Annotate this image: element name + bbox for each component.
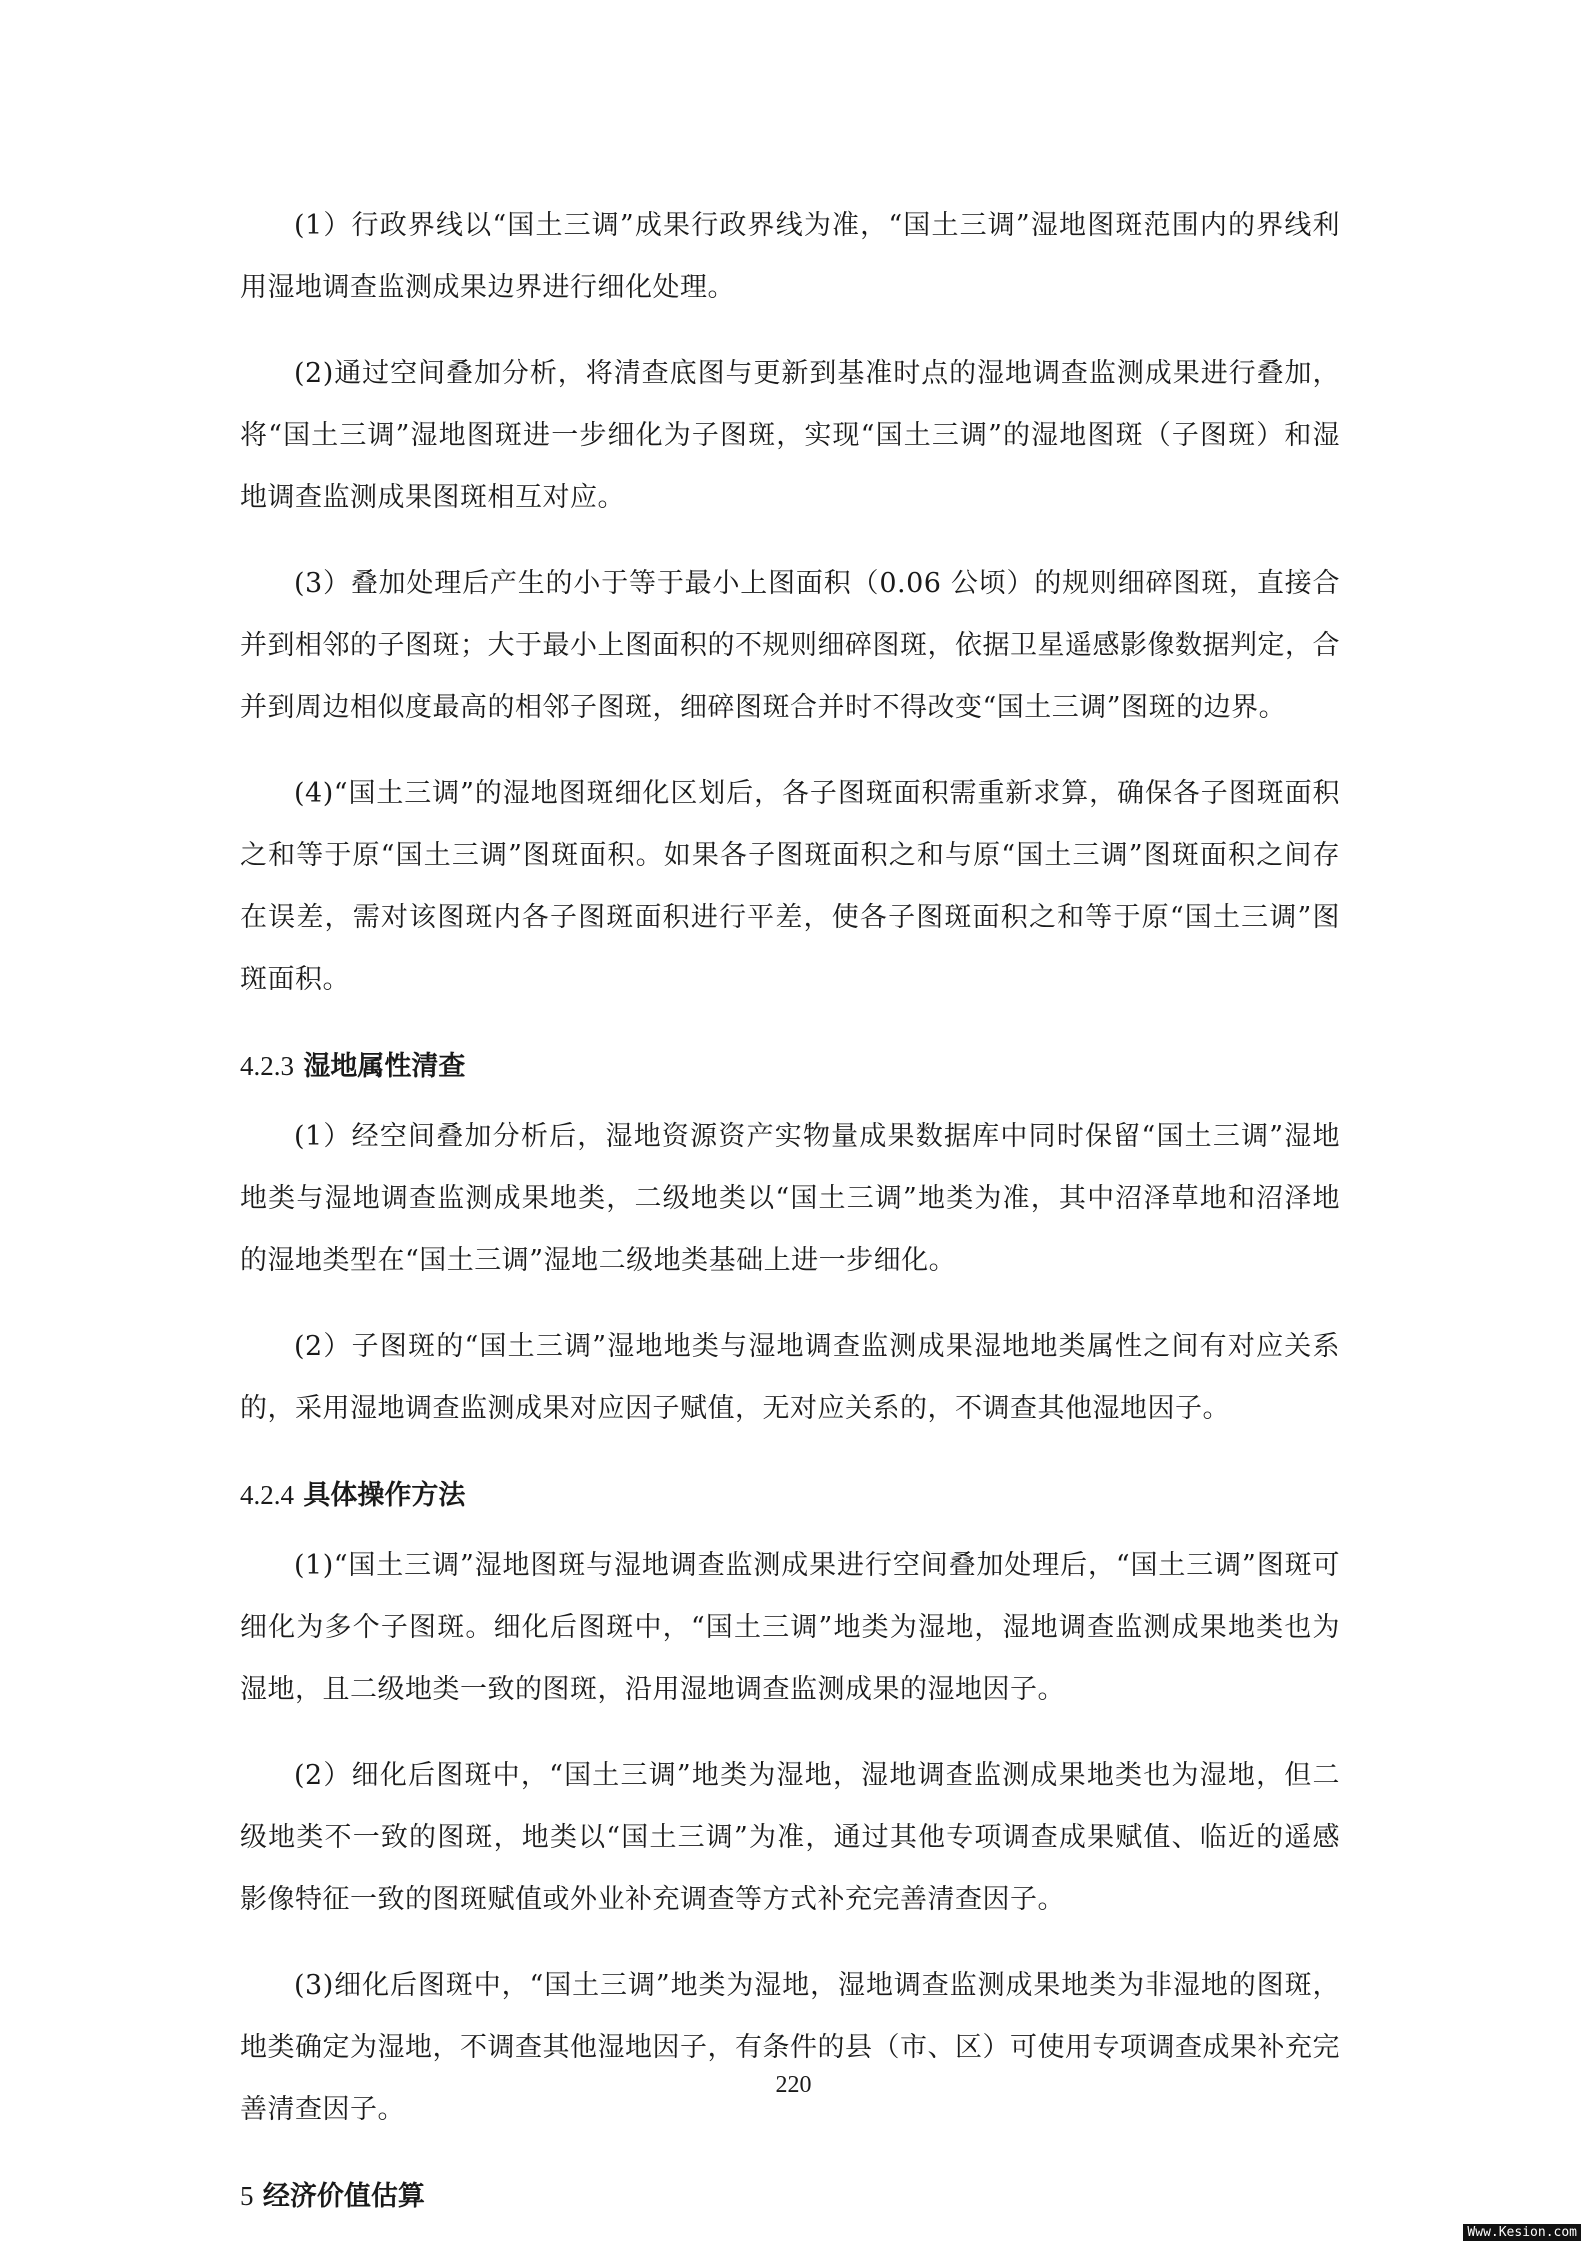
section-title: 湿地属性清查: [303, 1051, 466, 1082]
section-heading-5: [240, 2165, 1340, 2228]
section-number: 4.2.4: [240, 1480, 294, 1510]
paragraph-4: (4)“国土三调”的湿地图斑细化区划后，各子图斑面积需重新求算，确保各子图斑面积之和等于原“国土三调”图斑面积。如果各子图斑面积之和与原“国土三调”图斑面积之间存在误差，需对该图斑内各子图斑面积进行平差，使各子图斑面积之和等于原“国土三调”图斑面积。: [240, 778, 1340, 995]
paragraph-4-2-3-2: (2）子图斑的“国土三调”湿地地类与湿地调查监测成果湿地地类属性之间有对应关系的，采用湿地调查监测成果对应因子赋值，无对应关系的，不调查其他湿地因子。: [240, 1331, 1340, 1424]
page-number: 220: [775, 2072, 812, 2098]
document-body: [240, 195, 1340, 2236]
paragraph-3: (3）叠加处理后产生的小于等于最小上图面积（0.06 公顷）的规则细碎图斑，直接合并到相邻的子图斑；大于最小上图面积的不规则细碎图斑，依据卫星遥感影像数据判定，合并到周边相似度最高的相邻子图斑，细碎图斑合并时不得改变“国土三调”图斑的边界。: [240, 568, 1340, 723]
section-number: 4.2.3: [240, 1051, 294, 1081]
paragraph-4-2-4-1: (1)“国土三调”湿地图斑与湿地调查监测成果进行空间叠加处理后，“国土三调”图斑可细化为多个子图斑。细化后图斑中，“国土三调”地类为湿地，湿地调查监测成果地类也为湿地，且二级地类一致的图斑，沿用湿地调查监测成果的湿地因子。: [240, 1550, 1340, 1705]
watermark: Www.Kesion.com: [1463, 2224, 1581, 2241]
paragraph-4-2-3-1: (1）经空间叠加分析后，湿地资源资产实物量成果数据库中同时保留“国土三调”湿地地类与湿地调查监测成果地类，二级地类以“国土三调”地类为准，其中沼泽草地和沼泽地的湿地类型在“国土三调”湿地二级地类基础上进一步细化。: [240, 1121, 1340, 1276]
section-number: 5: [240, 2181, 254, 2211]
section-heading-4-2-3: [240, 1035, 1340, 1098]
paragraph-2: (2)通过空间叠加分析，将清查底图与更新到基准时点的湿地调查监测成果进行叠加，将“国土三调”湿地图斑进一步细化为子图斑，实现“国土三调”的湿地图斑（子图斑）和湿地调查监测成果图斑相互对应。: [240, 358, 1340, 513]
section-heading-4-2-4: [240, 1464, 1340, 1527]
paragraph-4-2-4-2: (2）细化后图斑中，“国土三调”地类为湿地，湿地调查监测成果地类也为湿地，但二级地类不一致的图斑，地类以“国土三调”为准，通过其他专项调查成果赋值、临近的遥感影像特征一致的图斑赋值或外业补充调查等方式补充完善清查因子。: [240, 1760, 1340, 1915]
section-title: 具体操作方法: [303, 1480, 466, 1511]
paragraph-4-2-4-3: (3)细化后图斑中，“国土三调”地类为湿地，湿地调查监测成果地类为非湿地的图斑，地类确定为湿地，不调查其他湿地因子，有条件的县（市、区）可使用专项调查成果补充完善清查因子。: [240, 1970, 1340, 2125]
section-title: 经济价值估算: [262, 2181, 425, 2212]
paragraph-1: (1）行政界线以“国土三调”成果行政界线为准，“国土三调”湿地图斑范围内的界线利用湿地调查监测成果边界进行细化处理。: [240, 210, 1340, 303]
